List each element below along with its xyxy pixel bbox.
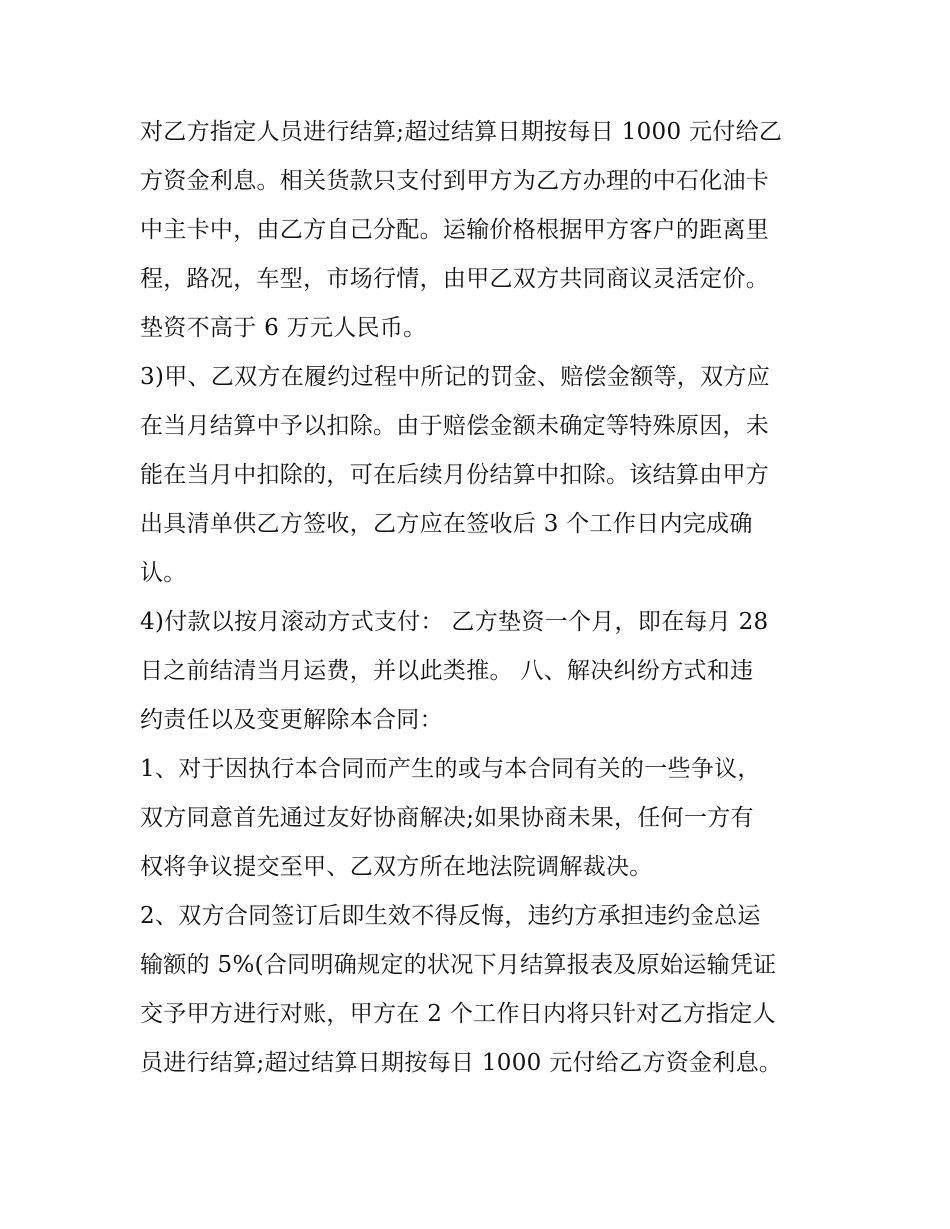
- text-line: 程，路况，车型，市场行情，由甲乙双方共同商议灵活定价。: [140, 266, 770, 292]
- text-line: 双方同意首先通过友好协商解决;如果协商未果，任何一方有: [140, 805, 754, 831]
- text-line: 3)甲、乙双方在履约过程中所记的罚金、赔偿金额等，双方应: [140, 364, 771, 390]
- text-line: 2、双方合同签订后即生效不得反悔，违约方承担违约金总运: [140, 903, 761, 929]
- text-line: 在当月结算中予以扣除。由于赔偿金额未确定等特殊原因，未: [140, 413, 770, 439]
- text-line: 垫资不高于 6 万元人民币。: [140, 315, 427, 341]
- contract-text: [140, 108, 830, 1088]
- text-line: 1、对于因执行本合同而产生的或与本合同有关的一些争议，: [140, 756, 761, 782]
- text-line: 约责任以及变更解除本合同：: [140, 707, 443, 733]
- text-line: 方资金利息。相关货款只支付到甲方为乙方办理的中石化油卡: [140, 168, 770, 194]
- text-line: 能在当月中扣除的，可在后续月份结算中扣除。该结算由甲方: [140, 462, 770, 488]
- text-line: 员进行结算;超过结算日期按每日 1000 元付给乙方资金利息。: [140, 1050, 783, 1076]
- text-line: 权将争议提交至甲、乙双方所在地法院调解裁决。: [140, 854, 653, 880]
- text-line: 输额的 5%(合同明确规定的状况下月结算报表及原始运输凭证: [140, 952, 777, 978]
- text-line: 认。: [140, 560, 187, 586]
- text-line: 日之前结清当月运费，并以此类推。 八、解决纠纷方式和违: [140, 658, 754, 684]
- text-line: 4)付款以按月滚动方式支付： 乙方垫资一个月，即在每月 28: [140, 609, 769, 635]
- text-line: 中主卡中，由乙方自己分配。运输价格根据甲方客户的距离里: [140, 217, 770, 243]
- text-line: 出具清单供乙方签收，乙方应在签收后 3 个工作日内完成确: [140, 511, 753, 537]
- text-line: 对乙方指定人员进行结算;超过结算日期按每日 1000 元付给乙: [140, 119, 783, 145]
- text-line: 交予甲方进行对账，甲方在 2 个工作日内将只针对乙方指定人: [140, 1001, 776, 1027]
